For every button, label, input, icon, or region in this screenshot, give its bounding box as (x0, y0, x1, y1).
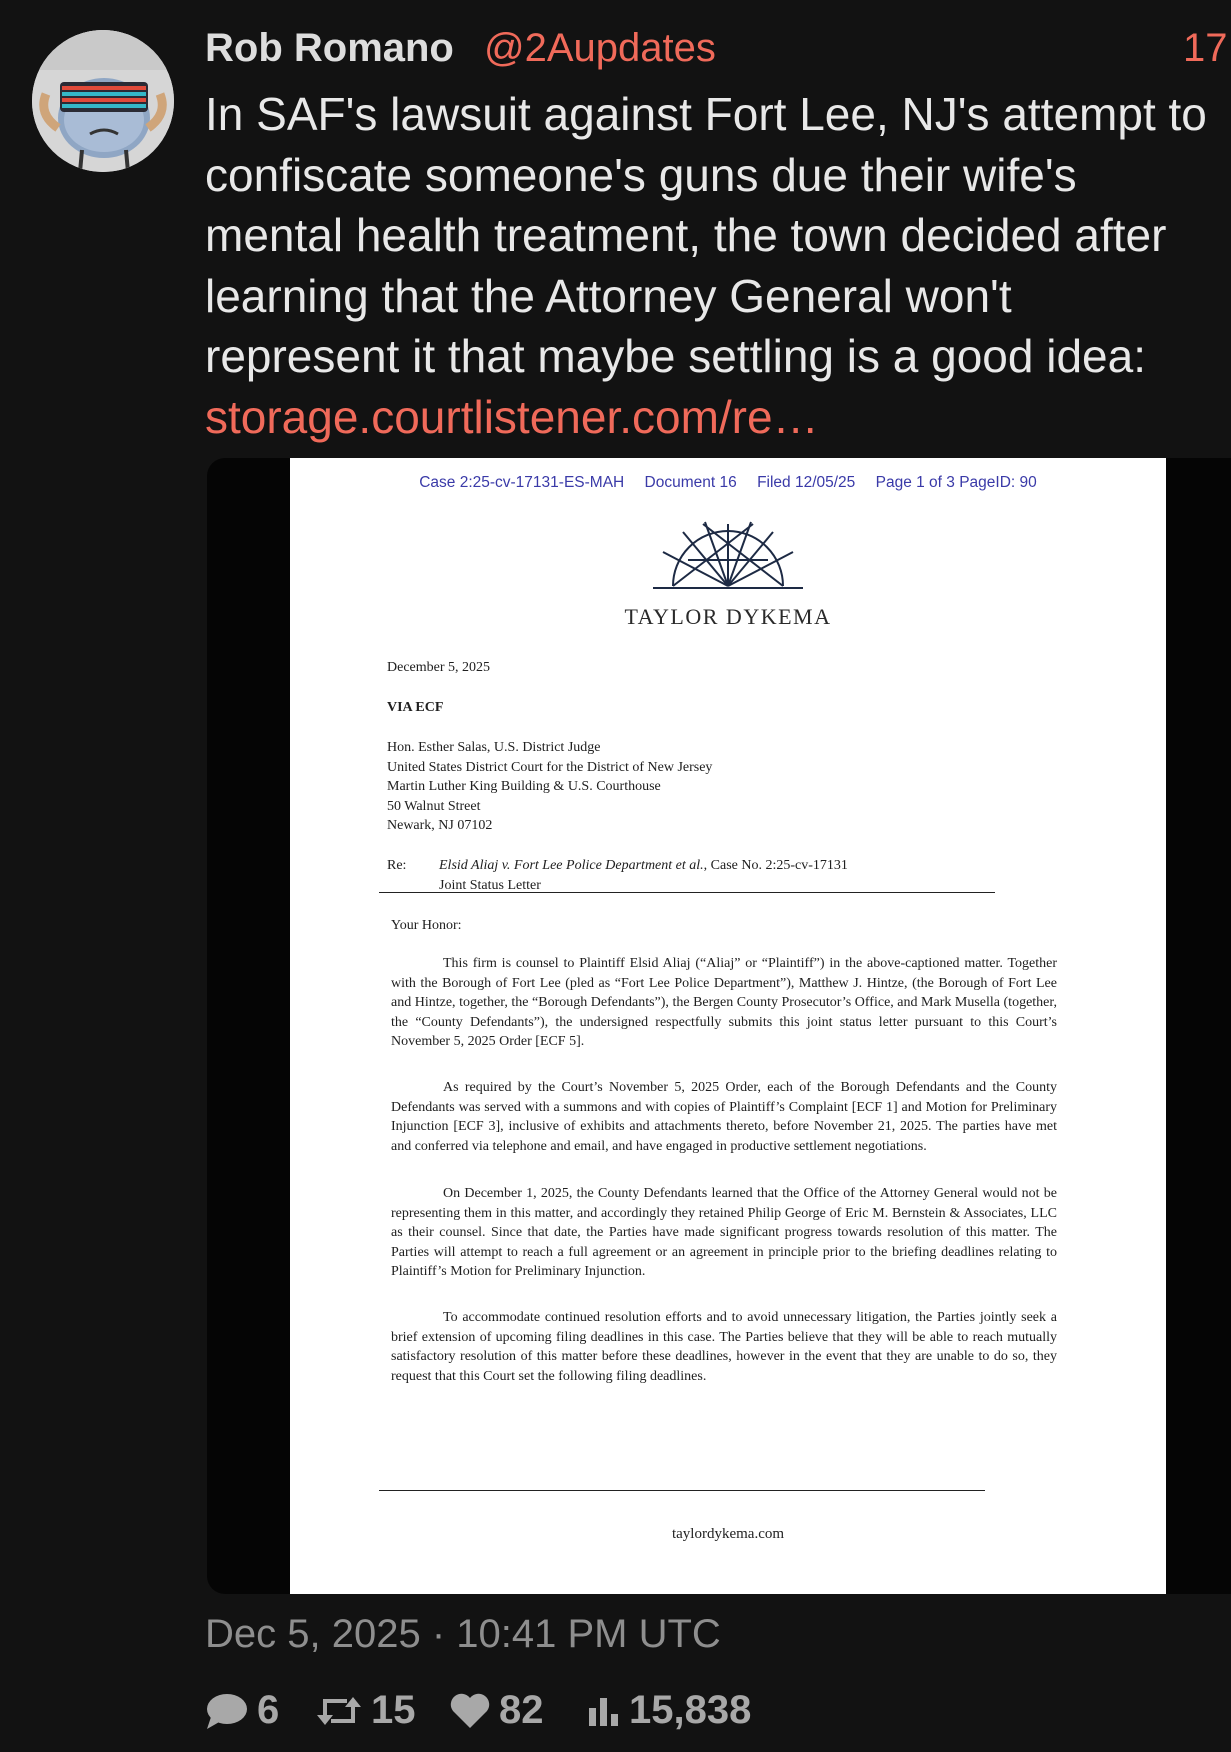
views-button[interactable] (587, 1688, 751, 1733)
tweet-text (205, 84, 1225, 447)
like-button[interactable] (449, 1688, 544, 1733)
letter-via: VIA ECF (387, 700, 444, 715)
salutation: Your Honor: (391, 918, 462, 933)
author-name[interactable]: Rob Romano (205, 26, 454, 70)
case-number-text: , Case No. 2:25-cv-17131 (703, 858, 848, 873)
recipient-address (387, 738, 712, 836)
heart-icon (449, 1692, 491, 1730)
address-line: Newark, NJ 07102 (387, 818, 493, 833)
tweet-text-line: confiscate someone's guns due their wife's (205, 148, 1077, 201)
tweet-stats (205, 1688, 1225, 1738)
letter-paragraph: As required by the Court’s November 5, 2025 Order, each of the Borough Defendants and the County Defendants was served with a summons and with copies of Plaintiff’s Complaint [ECF 1] and Motion for Preliminary Injunction [ECF 3], inclusive of exhibits and attachments thereto, before November 21, 2025. The parties have met and conferred via telephone and email, and have engaged in productive settlement negotiations. (391, 1080, 1057, 1154)
tweet-timestamp[interactable]: Dec 5, 2025 · 10:41 PM UTC (205, 1612, 721, 1656)
case-caption: Elsid Aliaj v. Fort Lee Police Department et al. (439, 858, 704, 873)
firm-name: TAYLOR DYKEMA (624, 604, 832, 629)
tweet-text-line: In SAF's lawsuit against Fort Lee, NJ's attempt to (205, 88, 1207, 140)
author-handle[interactable]: @2Aupdates (484, 26, 716, 70)
address-line: Martin Luther King Building & U.S. Courthouse (387, 779, 661, 794)
letter-date: December 5, 2025 (387, 660, 491, 675)
address-line: 50 Walnut Street (387, 798, 481, 814)
tweet-text-line: represent it that maybe settling is a good idea: (205, 330, 1147, 382)
document-image (290, 458, 1166, 1594)
re-subject (439, 856, 848, 895)
tweet-header (205, 22, 1231, 72)
bar-chart-icon (587, 1694, 621, 1728)
letter-paragraph: On December 1, 2025, the County Defendants learned that the Office of the Attorney General would not be representing them in this matter, and accordingly they retained Philip George of Eric M. Bernstein & Associates, LLC as their counsel. Since that date, the Parties have made significant progress towards resolution of this matter. The Parties will attempt to reach a full agreement or an agreement in principle prior to the briefing deadlines relating to Plaintiff’s Motion for Preliminary Injunction. (391, 1186, 1057, 1279)
re-label: Re: (387, 858, 407, 873)
reply-button[interactable] (205, 1688, 279, 1733)
address-line: Hon. Esther Salas, U.S. District Judge (387, 740, 601, 755)
retweet-icon (315, 1691, 363, 1731)
case-number: Case 2:25-cv-17131-ES-MAH (419, 474, 625, 491)
divider (379, 892, 995, 893)
document-number: Document 16 (644, 474, 737, 491)
filed-date: Filed 12/05/25 (757, 474, 856, 491)
page-id: Page 1 of 3 PageID: 90 (875, 474, 1037, 491)
address-line: United States District Court for the District of New Jersey (387, 759, 713, 775)
letter-subject: Joint Status Letter (439, 877, 541, 893)
comment-icon (205, 1691, 249, 1731)
firm-logo-icon (643, 516, 813, 596)
tweet-link[interactable]: storage.courtlistener.com/re… (205, 390, 819, 443)
retweet-count: 15 (371, 1688, 416, 1732)
tweet-text-line: learning that the Attorney General won't (205, 269, 1012, 322)
letter-paragraph: To accommodate continued resolution efforts and to avoid unnecessary litigation, the Parties jointly seek a brief extension of upcoming filing deadlines in this case. The Parties believe that they will be able to reach mutually satisfactory resolution of this matter before these deadlines, however in the event that they are unable to do so, they request that this Court set the following filing deadlines. (391, 1310, 1057, 1384)
media-attachment[interactable] (207, 458, 1231, 1594)
views-count: 15,838 (629, 1688, 752, 1732)
like-count: 82 (499, 1688, 544, 1732)
firm-website: taylordykema.com (671, 1526, 785, 1542)
retweet-button[interactable] (315, 1688, 416, 1733)
tweet-text-line: mental health treatment, the town decided after (205, 209, 1167, 261)
avatar[interactable] (32, 30, 174, 172)
time-ago[interactable]: 17 (1183, 26, 1228, 70)
document-case-header (290, 474, 1166, 492)
letter-paragraph: This firm is counsel to Plaintiff Elsid Aliaj (“Aliaj” or “Plaintiff”) in the above-captioned matter. Together with the Borough of Fort Lee (pled as “Fort Lee Police Department”), Matthew J. Hintze, (the Borough of Fort Lee and Hintze, together, the “Borough Defendants”), the Bergen County Prosecutor’s Office, and Mark Musella (together, the “County Defendants”), the undersigned respectfully submits this joint status letter pursuant to this Court’s November 5, 2025 Order [ECF 5]. (391, 956, 1057, 1049)
reply-count: 6 (257, 1688, 280, 1732)
divider (379, 1490, 985, 1491)
